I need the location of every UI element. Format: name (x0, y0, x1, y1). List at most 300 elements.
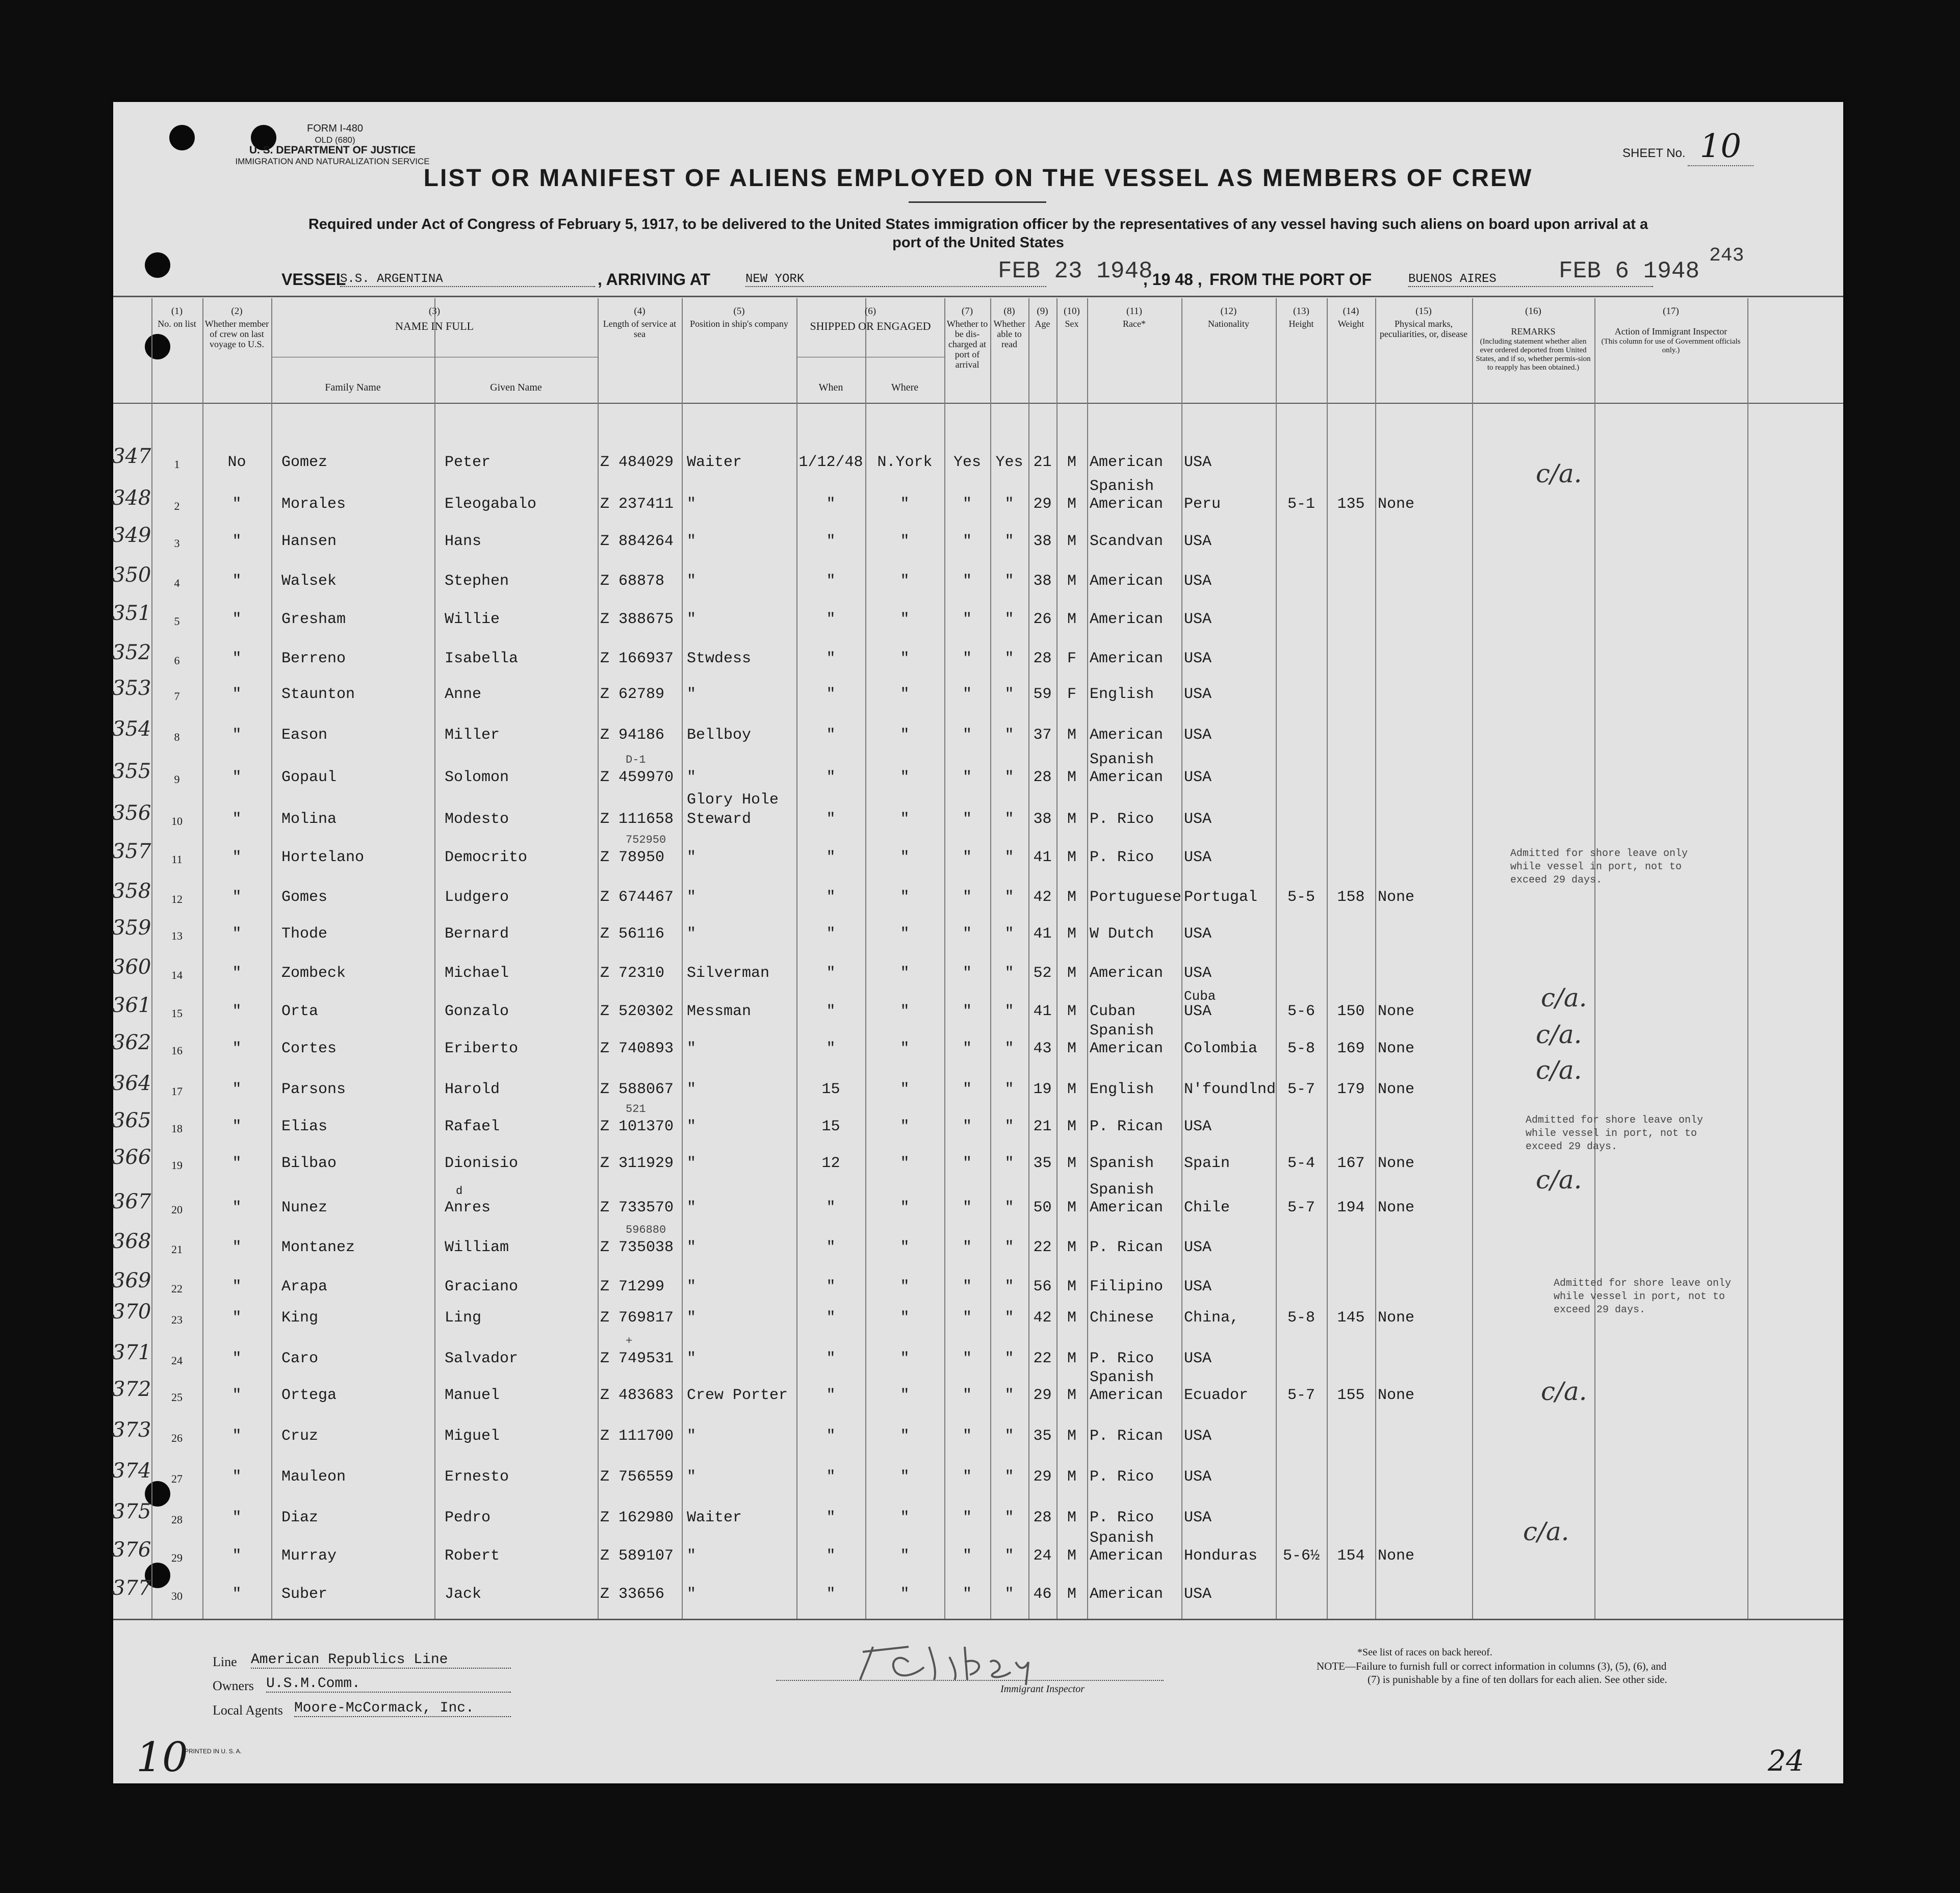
able-to-read: " (1004, 1003, 1014, 1020)
nationality: USA (1184, 1350, 1212, 1367)
column-header: Physical marks, peculiarities, or, disease (1379, 319, 1468, 339)
shipped-where: " (900, 1586, 910, 1603)
crew-last-voyage: No (227, 454, 246, 471)
length-of-service: Z 884264 (600, 533, 674, 550)
given-name: Anne (445, 686, 482, 703)
column-number: (16) (1525, 306, 1541, 317)
height: 5-8 (1287, 1309, 1315, 1327)
race: W Dutch (1090, 925, 1154, 943)
column-header: NAME IN FULL (395, 320, 474, 332)
nationality: USA (1184, 965, 1212, 982)
row-number: 17 (171, 1085, 183, 1098)
able-to-read: " (1004, 650, 1014, 667)
shipped-when: " (826, 1199, 836, 1216)
shipped-where: " (900, 889, 910, 906)
race: American (1090, 496, 1164, 513)
length-of-service: Z 674467 (600, 889, 674, 906)
weight: 179 (1337, 1081, 1365, 1098)
line-number: 366 (112, 1146, 151, 1169)
discharged-flag: " (962, 965, 972, 982)
given-name: Anres (445, 1199, 491, 1216)
discharged-flag: " (962, 925, 972, 943)
column-number: (4) (634, 306, 646, 317)
vessel-name: S.S. ARGENTINA (340, 272, 595, 287)
shipped-where: " (900, 1350, 910, 1367)
crew-last-voyage: " (232, 1547, 242, 1565)
age: 28 (1033, 769, 1052, 786)
height: 5-6 (1287, 1003, 1315, 1020)
able-to-read: " (1004, 1350, 1014, 1367)
discharged-flag: " (962, 1468, 972, 1486)
shipped-where: " (900, 1428, 910, 1445)
given-name: Michael (445, 965, 509, 982)
ship-position: " (687, 769, 697, 786)
line-number: 376 (112, 1538, 151, 1562)
able-to-read: Yes (995, 454, 1023, 471)
length-of-service: Z 111700 (600, 1428, 674, 1445)
weight: 150 (1337, 1003, 1365, 1020)
owners-label: Owners (213, 1678, 254, 1693)
shipped-when: " (826, 1350, 836, 1367)
able-to-read: " (1004, 1081, 1014, 1098)
penalty-note-2: (7) is punishable by a fine of ten dollars for each alien. See other side. (1368, 1673, 1667, 1685)
race: P. Rican (1090, 1118, 1164, 1135)
age: 41 (1033, 849, 1052, 866)
discharged-flag: " (962, 611, 972, 628)
row-number: 2 (174, 500, 180, 512)
shipped-where: " (900, 1239, 910, 1256)
family-name: Mauleon (281, 1468, 346, 1486)
page-mark: 10 (136, 1733, 188, 1781)
sex: M (1067, 1350, 1076, 1367)
ship-position: " (687, 611, 697, 628)
column-header: REMARKS (1511, 326, 1556, 336)
sex: M (1067, 1278, 1076, 1295)
race-prefix: Spanish (1090, 1529, 1154, 1547)
ship-position: " (687, 925, 697, 943)
shipped-when: " (826, 1003, 836, 1020)
column-number: (12) (1220, 306, 1237, 317)
height: 5-7 (1287, 1081, 1315, 1098)
nationality: N'foundlnd (1184, 1081, 1276, 1098)
column-header: No. on list (158, 319, 196, 329)
discharged-flag: " (962, 1118, 972, 1135)
age: 42 (1033, 889, 1052, 906)
service-note: 521 (626, 1103, 646, 1116)
weight: 155 (1337, 1387, 1365, 1404)
sex: M (1067, 727, 1076, 744)
age: 38 (1033, 533, 1052, 550)
line-number: 364 (112, 1072, 151, 1095)
service-note: + (626, 1335, 633, 1347)
family-name: Caro (281, 1350, 319, 1367)
length-of-service: Z 484029 (600, 454, 674, 471)
discharged-flag: Yes (953, 454, 981, 471)
ship-position: " (687, 849, 697, 866)
row-number: 20 (171, 1203, 183, 1216)
punch-hole (145, 334, 170, 359)
discharged-flag: " (962, 1278, 972, 1295)
crew-last-voyage: " (232, 1118, 242, 1135)
discharged-flag: " (962, 811, 972, 828)
age: 26 (1033, 611, 1052, 628)
family-name: Gopaul (281, 769, 337, 786)
race-prefix: Spanish (1090, 1022, 1154, 1040)
sex: M (1067, 1468, 1076, 1486)
nationality: USA (1184, 1468, 1212, 1486)
line-number: 358 (112, 879, 151, 903)
shipped-when: 12 (821, 1155, 840, 1172)
discharged-flag: " (962, 889, 972, 906)
discharged-flag: " (962, 1387, 972, 1404)
length-of-service: Z 72310 (600, 965, 665, 982)
shipped-when: " (826, 849, 836, 866)
nationality: USA (1184, 1509, 1212, 1526)
nationality: USA (1184, 849, 1212, 866)
service-name: IMMIGRATION AND NATURALIZATION SERVICE (235, 157, 430, 166)
family-name: Walsek (281, 573, 337, 590)
column-number: (11) (1126, 306, 1142, 317)
line-number: 354 (112, 717, 151, 741)
physical-marks: None (1378, 1309, 1415, 1327)
nationality: Chile (1184, 1199, 1230, 1216)
row-number: 16 (171, 1044, 183, 1057)
column-number: (8) (1003, 306, 1015, 317)
able-to-read: " (1004, 496, 1014, 513)
row-number: 24 (171, 1354, 183, 1367)
height: 5-1 (1287, 496, 1315, 513)
able-to-read: " (1004, 573, 1014, 590)
race: American (1090, 1387, 1164, 1404)
inspector-signature (832, 1631, 1138, 1688)
shipped-when: " (826, 965, 836, 982)
sex: M (1067, 1155, 1076, 1172)
given-name: Isabella (445, 650, 519, 667)
sex: M (1067, 1199, 1076, 1216)
ship-position: " (687, 1278, 697, 1295)
age: 42 (1033, 1309, 1052, 1327)
weight: 145 (1337, 1309, 1365, 1327)
age: 35 (1033, 1428, 1052, 1445)
shipped-when: " (826, 1428, 836, 1445)
race: P. Rican (1090, 1239, 1164, 1256)
able-to-read: " (1004, 1278, 1014, 1295)
line-number: 360 (112, 955, 151, 979)
weight: 154 (1337, 1547, 1365, 1565)
shipped-where: " (900, 965, 910, 982)
age: 28 (1033, 1509, 1052, 1526)
length-of-service: Z 94186 (600, 727, 665, 744)
row-number: 23 (171, 1313, 183, 1326)
race-prefix: Spanish (1090, 478, 1154, 495)
remark-ca: c/a. (1523, 1517, 1569, 1546)
line-number: 355 (112, 760, 151, 783)
column-header: Whether member of crew on last voyage to U.S. (204, 319, 269, 349)
table-bottom-rule (113, 1619, 1843, 1620)
able-to-read: " (1004, 889, 1014, 906)
height: 5-5 (1287, 889, 1315, 906)
row-number: 1 (174, 458, 180, 471)
age: 50 (1033, 1199, 1052, 1216)
ship-position: " (687, 1350, 697, 1367)
length-of-service: Z 749531 (600, 1350, 674, 1367)
shipped-when: " (826, 1309, 836, 1327)
discharged-flag: " (962, 1199, 972, 1216)
shipped-where: " (900, 1199, 910, 1216)
crew-last-voyage: " (232, 686, 242, 703)
line-number: 375 (112, 1500, 151, 1523)
race-prefix: Spanish (1090, 1181, 1154, 1199)
shipped-when: 15 (821, 1081, 840, 1098)
title-rule (909, 201, 1046, 203)
family-name: Arapa (281, 1278, 328, 1295)
crew-last-voyage: " (232, 573, 242, 590)
age: 41 (1033, 1003, 1052, 1020)
shipped-when: " (826, 811, 836, 828)
shipped-where: " (900, 811, 910, 828)
race: American (1090, 1040, 1164, 1057)
column-rule (271, 298, 272, 1619)
able-to-read: " (1004, 1199, 1014, 1216)
race: American (1090, 650, 1164, 667)
sex: M (1067, 611, 1076, 628)
given-name: Rafael (445, 1118, 500, 1135)
row-number: 30 (171, 1590, 183, 1602)
remark-ca: c/a. (1536, 1020, 1582, 1049)
table-top-rule (113, 296, 1843, 297)
sex: M (1067, 925, 1076, 943)
given-name: Modesto (445, 811, 509, 828)
shipped-where: " (900, 1547, 910, 1565)
crew-last-voyage: " (232, 1428, 242, 1445)
column-header: Position in ship's company (690, 319, 788, 329)
column-number: (3) (428, 306, 441, 317)
column-rule (151, 298, 152, 1619)
family-name: Hortelano (281, 849, 365, 866)
service-note: D-1 (626, 754, 646, 766)
sex: M (1067, 1239, 1076, 1256)
race: American (1090, 573, 1164, 590)
given-name: Democrito (445, 849, 528, 866)
age: 29 (1033, 1387, 1052, 1404)
crew-last-voyage: " (232, 1309, 242, 1327)
shipped-when: " (826, 1040, 836, 1057)
nationality: Honduras (1184, 1547, 1258, 1565)
race-prefix: Spanish (1090, 751, 1154, 768)
nationality: USA (1184, 1118, 1212, 1135)
column-rule (682, 298, 683, 1619)
race: American (1090, 1586, 1164, 1603)
shipped-when: " (826, 1586, 836, 1603)
given-name: Bernard (445, 925, 509, 943)
ship-position: " (687, 1586, 697, 1603)
height: 5-7 (1287, 1387, 1315, 1404)
age: 29 (1033, 496, 1052, 513)
agents-name: Moore-McCormack, Inc. (294, 1700, 511, 1717)
sex: M (1067, 1118, 1076, 1135)
departure-date-stamp: FEB 6 1948 (1559, 258, 1700, 284)
subtitle-line-1: Required under Act of Congress of February 5, 1917, to be delivered to the United States immigration officer by the representatives of any vessel having such aliens on board upon arrival at a (308, 216, 1648, 232)
row-number: 3 (174, 537, 180, 550)
length-of-service: Z 237411 (600, 496, 674, 513)
column-rule (598, 298, 599, 1619)
age: 35 (1033, 1155, 1052, 1172)
row-number: 18 (171, 1122, 183, 1135)
column-number: (14) (1343, 306, 1359, 317)
family-name: Suber (281, 1586, 328, 1603)
family-name: Thode (281, 925, 328, 943)
race: P. Rico (1090, 1509, 1154, 1526)
shipped-where: " (900, 925, 910, 943)
race: P. Rico (1090, 811, 1154, 828)
shipped-when: " (826, 611, 836, 628)
family-name: Ortega (281, 1387, 337, 1404)
column-number: (13) (1293, 306, 1309, 317)
given-name: Jack (445, 1586, 482, 1603)
shipped-where: " (900, 611, 910, 628)
race: American (1090, 1547, 1164, 1565)
age: 19 (1033, 1081, 1052, 1098)
vessel-label: VESSEL (281, 270, 346, 289)
physical-marks: None (1378, 1081, 1415, 1098)
length-of-service: Z 588067 (600, 1081, 674, 1098)
able-to-read: " (1004, 1468, 1014, 1486)
physical-marks: None (1378, 1155, 1415, 1172)
line-number: 351 (112, 602, 151, 625)
row-number: 10 (171, 815, 183, 827)
given-name: Eriberto (445, 1040, 519, 1057)
length-of-service: Z 589107 (600, 1547, 674, 1565)
given-name: Stephen (445, 573, 509, 590)
department-name: U. S. DEPARTMENT OF JUSTICE (249, 144, 416, 156)
printed-notice: PRINTED IN U. S. A. (185, 1748, 242, 1755)
crew-last-voyage: " (232, 1199, 242, 1216)
race: American (1090, 727, 1164, 744)
crew-last-voyage: " (232, 496, 242, 513)
age: 22 (1033, 1239, 1052, 1256)
line-number: 368 (112, 1230, 151, 1253)
given-name: Pedro (445, 1509, 491, 1526)
nationality: USA (1184, 686, 1212, 703)
year-field: , 19 48 , (1143, 270, 1202, 289)
sex: M (1067, 454, 1076, 471)
discharged-flag: " (962, 1239, 972, 1256)
shipped-when: " (826, 1387, 836, 1404)
nationality: USA (1184, 1003, 1212, 1020)
given-name: Peter (445, 454, 491, 471)
line-number: 370 (112, 1300, 151, 1324)
able-to-read: " (1004, 965, 1014, 982)
length-of-service: Z 520302 (600, 1003, 674, 1020)
given-name: Ernesto (445, 1468, 509, 1486)
crew-last-voyage: " (232, 611, 242, 628)
race-prefix: Spanish (1090, 1369, 1154, 1386)
sex: M (1067, 1081, 1076, 1098)
line-number: 367 (112, 1190, 151, 1213)
weight: 167 (1337, 1155, 1365, 1172)
row-number: 22 (171, 1282, 183, 1295)
column-number: (15) (1415, 306, 1432, 317)
row-number: 8 (174, 731, 180, 743)
length-of-service: Z 62789 (600, 686, 665, 703)
age: 24 (1033, 1547, 1052, 1565)
race: English (1090, 1081, 1154, 1098)
shipped-when: " (826, 769, 836, 786)
given-name: Miguel (445, 1428, 500, 1445)
able-to-read: " (1004, 1509, 1014, 1526)
nationality: USA (1184, 1586, 1212, 1603)
ship-position: " (687, 1081, 697, 1098)
remark-ca: c/a. (1536, 459, 1582, 488)
sex: F (1067, 686, 1076, 703)
given-name: Graciano (445, 1278, 519, 1295)
discharged-flag: " (962, 1428, 972, 1445)
family-name: Montanez (281, 1239, 355, 1256)
physical-marks: None (1378, 1547, 1415, 1565)
nationality-prefix: Cuba (1184, 989, 1216, 1004)
column-header: Age (1035, 319, 1050, 329)
nationality: USA (1184, 650, 1212, 667)
punch-hole (145, 252, 170, 278)
weight: 169 (1337, 1040, 1365, 1057)
column-subheader: Where (891, 382, 919, 393)
shipped-where: " (900, 1118, 910, 1135)
weight: 194 (1337, 1199, 1365, 1216)
age: 41 (1033, 925, 1052, 943)
service-note: 596880 (626, 1224, 666, 1236)
physical-marks: None (1378, 1387, 1415, 1404)
column-header: Whether able to read (993, 319, 1025, 349)
line-number: 350 (112, 563, 151, 587)
crew-last-voyage: " (232, 965, 242, 982)
shipped-when: " (826, 686, 836, 703)
height: 5-8 (1287, 1040, 1315, 1057)
ship-position: Steward (687, 811, 752, 828)
family-name: Diaz (281, 1509, 319, 1526)
line-number: 347 (112, 445, 151, 468)
corner-mark: 24 (1768, 1745, 1804, 1778)
inspector-label: Immigrant Inspector (1000, 1683, 1085, 1695)
discharged-flag: " (962, 1547, 972, 1565)
discharged-flag: " (962, 727, 972, 744)
line-number: 361 (112, 994, 151, 1017)
family-name: Zombeck (281, 965, 346, 982)
column-header: Height (1288, 319, 1314, 329)
line-number: 362 (112, 1031, 151, 1054)
shipped-when: " (826, 496, 836, 513)
race: P. Rican (1090, 1428, 1164, 1445)
ship-position: " (687, 1309, 697, 1327)
crew-last-voyage: " (232, 1387, 242, 1404)
race: Cuban (1090, 1003, 1136, 1020)
discharged-flag: " (962, 1586, 972, 1603)
nationality: Spain (1184, 1155, 1230, 1172)
sex: M (1067, 889, 1076, 906)
age: 29 (1033, 1468, 1052, 1486)
ship-position: " (687, 573, 697, 590)
ship-position: " (687, 1155, 697, 1172)
remark-ca: c/a. (1536, 1055, 1582, 1085)
physical-marks: None (1378, 496, 1415, 513)
nationality: USA (1184, 727, 1212, 744)
length-of-service: Z 71299 (600, 1278, 665, 1295)
line-number: 373 (112, 1418, 151, 1442)
races-note: *See list of races on back hereof. (1357, 1647, 1492, 1658)
line-name: American Republics Line (251, 1652, 511, 1669)
crew-last-voyage: " (232, 925, 242, 943)
row-number: 4 (174, 577, 180, 589)
able-to-read: " (1004, 769, 1014, 786)
